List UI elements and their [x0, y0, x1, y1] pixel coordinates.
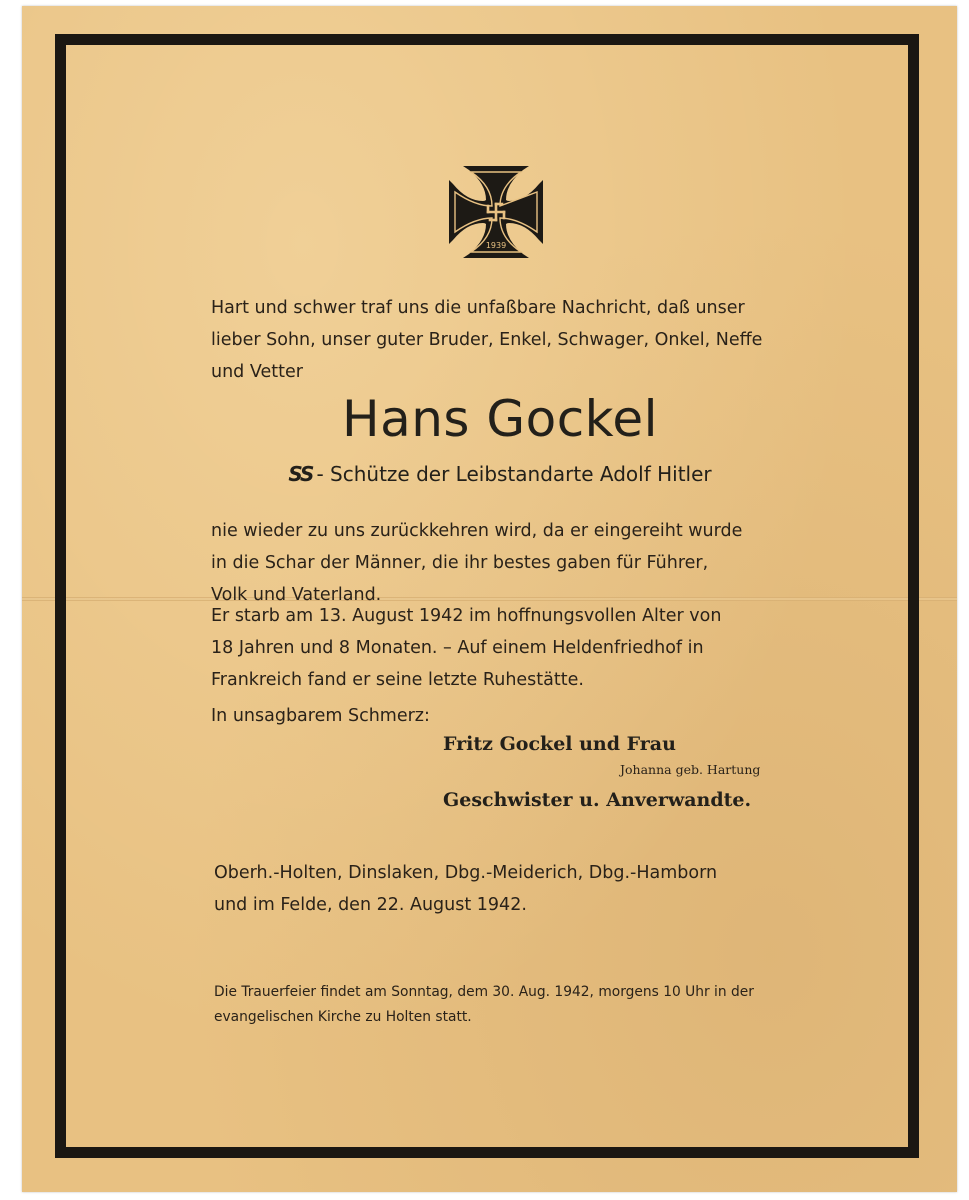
return-paragraph	[211, 515, 789, 611]
return-line: Volk und Vaterland.	[211, 585, 382, 605]
deceased-rank	[150, 462, 850, 486]
service-line: Die Trauerfeier findet am Sonntag, dem 30. Aug. 1942, morgens 10 Uhr in der	[214, 984, 754, 1000]
return-line: nie wieder zu uns zurückkehren wird, da er eingereiht wurde	[211, 521, 743, 541]
iron-cross-emblem	[449, 166, 543, 258]
place-line: Oberh.-Holten, Dinslaken, Dbg.-Meiderich, Dbg.-Hamborn	[214, 863, 718, 883]
service-line: evangelischen Kirche zu Holten statt.	[214, 1009, 472, 1025]
ss-runes: SS	[288, 462, 313, 486]
signer-family: Geschwister u. Anverwandte.	[443, 789, 752, 811]
emblem-year: 1939	[485, 241, 507, 250]
funeral-service-note	[214, 980, 794, 1030]
intro-paragraph	[211, 292, 789, 388]
death-line: Frankreich fand er seine letzte Ruhestätte.	[211, 670, 584, 690]
mourning-intro: In unsagbarem Schmerz:	[211, 706, 430, 726]
death-line: 18 Jahren und 8 Monaten. – Auf einem Heldenfriedhof in	[211, 638, 704, 658]
intro-line: Hart und schwer traf uns die unfaßbare Nachricht, daß unser	[211, 298, 745, 318]
signer-parents: Fritz Gockel und Frau	[443, 733, 676, 755]
intro-line: und Vetter	[211, 362, 303, 382]
rank-text: - Schütze der Leibstandarte Adolf Hitler	[316, 462, 712, 486]
return-line: in die Schar der Männer, die ihr bestes gaben für Führer,	[211, 553, 709, 573]
intro-line: lieber Sohn, unser guter Bruder, Enkel, Schwager, Onkel, Neffe	[211, 330, 763, 350]
death-line: Er starb am 13. August 1942 im hoffnungsvollen Alter von	[211, 606, 722, 626]
date-line: und im Felde, den 22. August 1942.	[214, 895, 527, 915]
death-paragraph	[211, 600, 789, 696]
signer-mother-maiden-name: Johanna geb. Hartung	[620, 762, 761, 777]
place-date	[214, 857, 789, 921]
deceased-name: Hans Gockel	[341, 390, 659, 448]
